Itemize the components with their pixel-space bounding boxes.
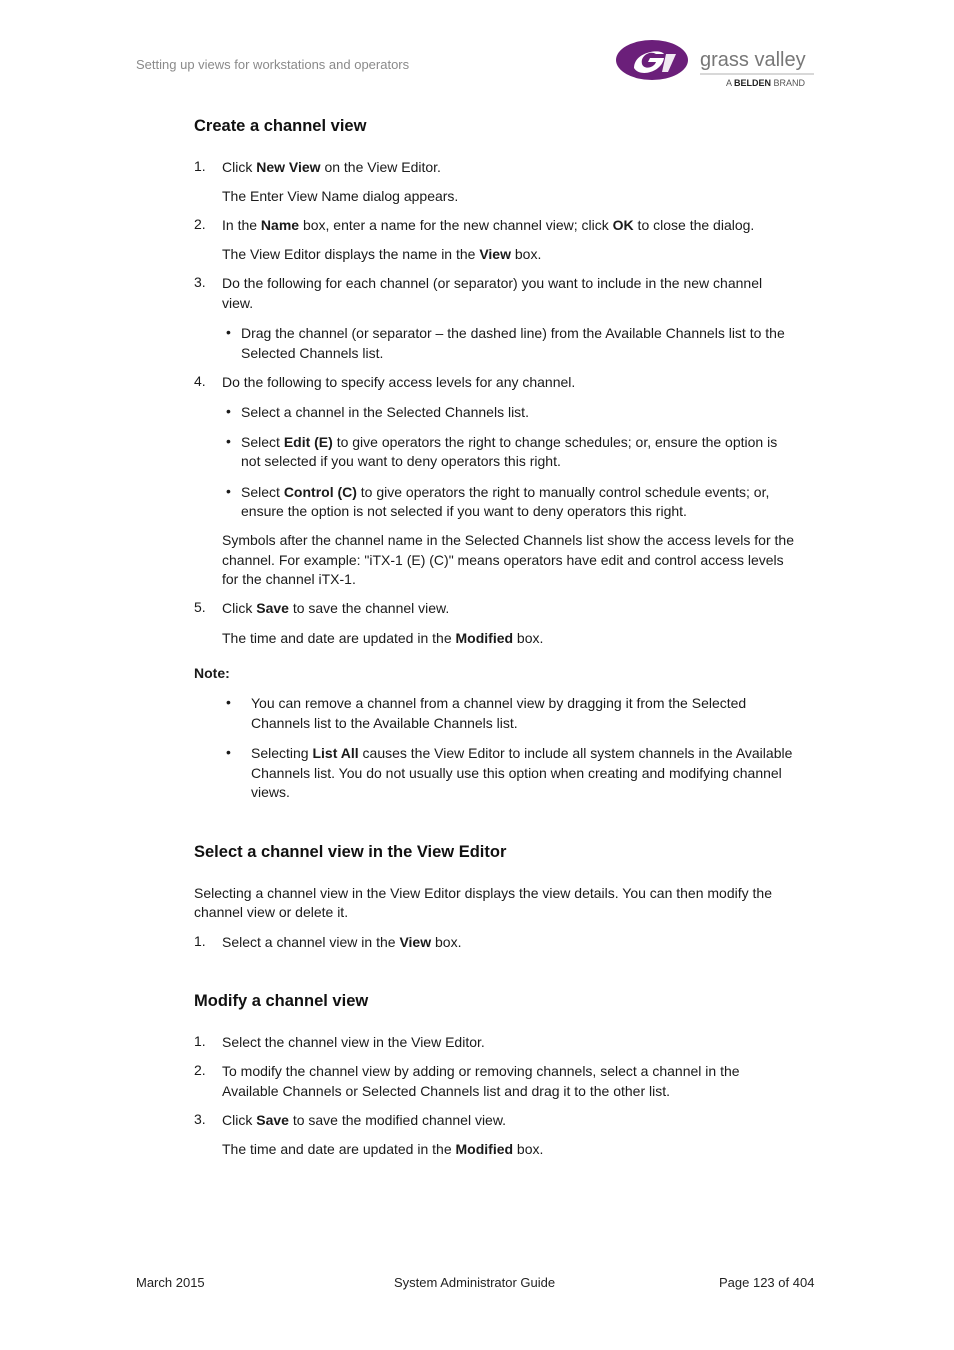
- bullet-text: Select Control (C) to give operators the right to manually control schedule events; or,: [241, 484, 770, 500]
- step-number: 1.: [194, 1033, 206, 1049]
- step-result: The View Editor displays the name in the View box.: [222, 246, 542, 262]
- step-text: Click Save to save the channel view.: [222, 600, 450, 616]
- bullet-text: Select a channel in the Selected Channels list.: [241, 404, 529, 420]
- step-text: Click Save to save the modified channel view.: [222, 1112, 507, 1128]
- grass-valley-logo: [616, 38, 816, 90]
- bullet-text: not selected if you want to deny operators this right.: [241, 453, 561, 469]
- footer-date: March 2015: [136, 1275, 205, 1290]
- step-text: Click New View on the View Editor.: [222, 159, 441, 175]
- step-text: Available Channels or Selected Channels list and drag it to the other list.: [222, 1083, 671, 1099]
- step-text: Do the following for each channel (or separator) you want to include in the new channel: [222, 275, 763, 291]
- step-number: 3.: [194, 1111, 206, 1127]
- note-text: Selecting List All causes the View Editor to include all system channels in the Available: [251, 745, 793, 761]
- step-result: The Enter View Name dialog appears.: [222, 188, 459, 204]
- body-text: Symbols after the channel name in the Selected Channels list show the access levels for the: [222, 532, 794, 548]
- note-label: Note:: [194, 665, 230, 681]
- bullet-text: Select Edit (E) to give operators the right to change schedules; or, ensure the option is: [241, 434, 778, 450]
- step-text: Select the channel view in the View Editor.: [222, 1034, 485, 1050]
- step-number: 1.: [194, 158, 206, 174]
- bullet-icon: •: [226, 403, 231, 419]
- step-number: 1.: [194, 933, 206, 949]
- step-text: To modify the channel view by adding or removing channels, select a channel in the: [222, 1063, 740, 1079]
- heading-select-channel-view: Select a channel view in the View Editor: [194, 843, 507, 861]
- step-number: 2.: [194, 216, 206, 232]
- note-text: Channels list to the Available Channels list.: [251, 715, 518, 731]
- body-text: channel. For example: "iTX-1 (E) (C)" means operators have edit and control access levels: [222, 552, 784, 568]
- bullet-icon: •: [226, 483, 231, 499]
- heading-modify-channel-view: Modify a channel view: [194, 992, 369, 1010]
- bullet-icon: •: [226, 694, 231, 710]
- step-number: 2.: [194, 1062, 206, 1078]
- running-header: Setting up views for workstations and operators: [136, 57, 410, 72]
- bullet-icon: •: [226, 744, 231, 760]
- step-text: In the Name box, enter a name for the new channel view; click OK to close the dialog.: [222, 217, 755, 233]
- body-text: for the channel iTX-1.: [222, 571, 356, 587]
- bullet-text: ensure the option is not selected if you want to deny operators this right.: [241, 503, 687, 519]
- note-text: You can remove a channel from a channel view by dragging it from the Selected: [251, 695, 747, 711]
- step-text: view.: [222, 295, 254, 311]
- step-number: 4.: [194, 373, 206, 389]
- bullet-text: Selected Channels list.: [241, 345, 384, 361]
- body-text: Selecting a channel view in the View Editor displays the view details. You can then modify the: [194, 885, 772, 901]
- body-text: channel view or delete it.: [194, 904, 349, 920]
- step-number: 3.: [194, 274, 206, 290]
- svg-text:grass valley: grass valley: [700, 49, 806, 71]
- note-text: views.: [251, 784, 290, 800]
- bullet-text: Drag the channel (or separator – the dashed line) from the Available Channels list to the: [241, 325, 785, 341]
- step-result: The time and date are updated in the Modified box.: [222, 1141, 544, 1157]
- step-number: 5.: [194, 599, 206, 615]
- footer-page-number: Page 123 of 404: [719, 1275, 815, 1290]
- footer-doc-title: System Administrator Guide: [394, 1275, 556, 1290]
- heading-create-channel-view: Create a channel view: [194, 117, 367, 135]
- bullet-icon: •: [226, 324, 231, 340]
- bullet-icon: •: [226, 433, 231, 449]
- svg-text:A BELDEN BRAND: A BELDEN BRAND: [726, 78, 806, 88]
- step-result: The time and date are updated in the Modified box.: [222, 630, 544, 646]
- step-text: Do the following to specify access levels for any channel.: [222, 374, 576, 390]
- note-text: Channels list. You do not usually use this option when creating and modifying channel: [251, 765, 782, 781]
- step-text: Select a channel view in the View box.: [222, 934, 462, 950]
